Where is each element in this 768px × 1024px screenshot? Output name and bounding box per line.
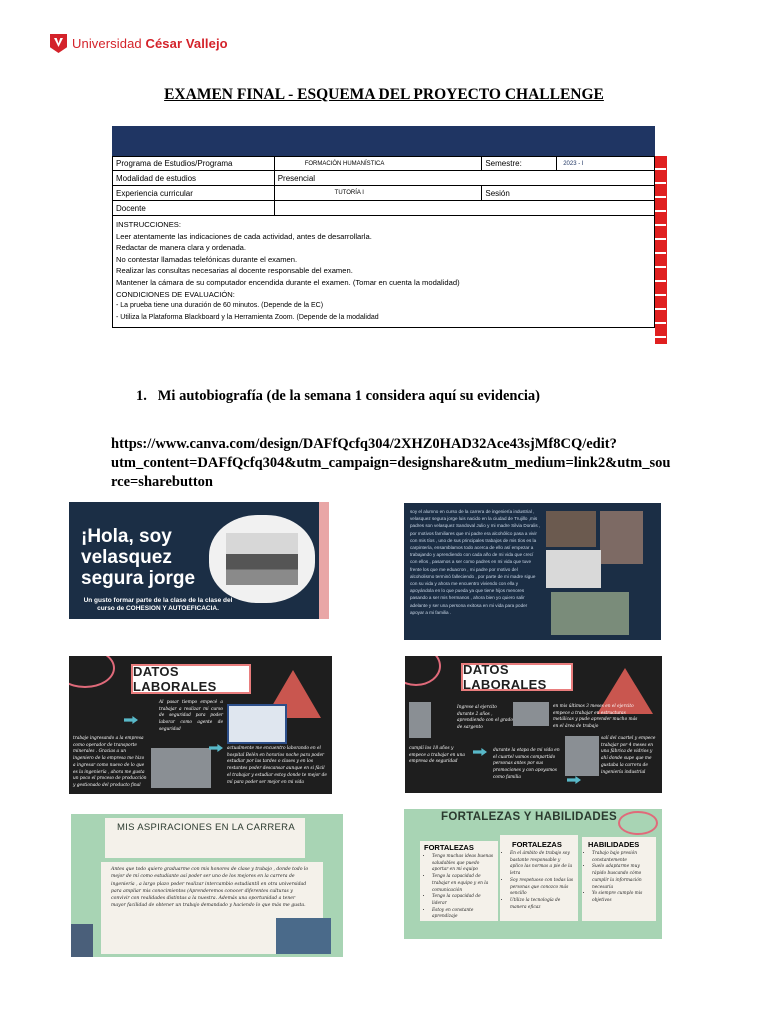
form-red-border	[655, 156, 667, 344]
workplace-photo	[151, 748, 211, 788]
slide-strengths	[404, 809, 662, 939]
army-photo	[409, 702, 431, 738]
work-text: actualmente me encuentro laborando en el hospital Belén en horarios noche para poder estudiar por las tardes o clases y en los restantes poder descansar aunque en si fácil el trabajar y estudiar estoy donde te mejor de mí para poder ser mejor en mi vida	[227, 746, 327, 785]
skill-item: • Yo siempre cumplo mis objetivos	[592, 891, 654, 904]
condition-item: - Utiliza la Plataforma Blackboard y la Herramienta Zoom. (Depende de la modalidad	[116, 313, 379, 321]
form-label: Programa de Estudios/Programa	[113, 157, 275, 170]
slide-greeting: ¡Hola, soy velasquez segura jorge	[81, 526, 196, 589]
instructions-block	[112, 216, 655, 328]
strength-list	[426, 854, 496, 921]
strength-item: • Tengo la capacidad de liderar	[432, 894, 496, 907]
work-text: Al pasar tiempo empecé a trabajar a realizar mi curso de seguridad para poder laborar como agente de seguridad	[159, 700, 223, 732]
form-value: TUTORÍA I	[275, 186, 483, 200]
university-logo	[50, 34, 228, 53]
slide-title: FORTALEZAS Y HABILIDADES	[441, 811, 617, 823]
strength-item: • Tengo la capacidad de trabajar en equipo y en la comunicación	[432, 874, 496, 894]
form-label: Experiencia curricular	[113, 186, 275, 200]
work-photo	[551, 592, 629, 635]
form-label: Docente	[113, 201, 275, 215]
skills-list	[586, 851, 654, 905]
work-text: durante la etapa de mi vida en el cuartel vamos compartido personas antes por sus promociones y con apoyamos como familia	[493, 748, 560, 780]
exam-header-form	[112, 126, 655, 328]
arrow-icon	[209, 744, 223, 752]
aspirations-text: Antes que todo quiero graduarme con mis honores de clase y trabajo , donde todo lo mejor de mí como estudiante así poder ser uno de los mejores en la carrera de ingeniería , a largo plazo poder realizar intercambio estudiantil en otra universidad para ampliar mis conocimientos (Aprenderemos conocer diferentes culturas y convivir con realidades distintas a la nuestra. Además una oportunidad a tener mayor facilidad de obtener un trabajo demandado y haciendo lo que más me gusta.	[111, 867, 309, 909]
university-name: Universidad César Vallejo	[72, 36, 228, 51]
engineers-photo	[276, 918, 331, 954]
form-row-programa	[112, 156, 655, 171]
arrow-icon	[567, 776, 581, 784]
strength-item: • En el ámbito de trabajo soy bastante responsable y aplico las normas a pie de la letra	[510, 851, 574, 878]
factory-photo	[565, 736, 599, 776]
instruction-item: No contestar llamadas telefónicas durante el examen.	[116, 254, 298, 264]
instruction-item: Mantener la cámara de su computador encendida durante el examen. (Tomar en cuenta la modalidad)	[116, 277, 460, 287]
university-crest-icon	[50, 34, 67, 53]
decor-books	[71, 924, 93, 957]
slide-accent	[319, 502, 329, 619]
army-photo	[513, 702, 549, 726]
arrow-icon	[124, 716, 138, 724]
strength-item: • Utilizo la tecnología de manera eficaz	[510, 898, 574, 911]
form-header-bar	[112, 126, 655, 156]
form-value: 2023 - I	[557, 157, 655, 170]
instructions-title: INSTRUCCIONES:	[116, 220, 181, 229]
strength-list	[504, 851, 574, 911]
form-row-experiencia	[112, 186, 655, 201]
instruction-item: Leer atentamente las indicaciones de cada actividad, antes de desarrollarla.	[116, 231, 372, 241]
form-label: Modalidad de estudios	[113, 171, 275, 185]
slide-intro	[69, 502, 329, 619]
certificate-image	[227, 704, 287, 744]
skill-item: • Trabajo bajo presión constantemente	[592, 851, 654, 864]
decor-squiggle	[69, 656, 115, 688]
skill-item: • Suelo adaptarme muy rápido buscando cómo cumplir la información necesaria	[592, 864, 654, 891]
card-title: HABILIDADES	[588, 840, 640, 849]
document-title: EXAMEN FINAL - ESQUEMA DEL PROYECTO CHALLENGE	[164, 86, 604, 103]
form-label: Sesión	[482, 186, 655, 200]
slide-subtitle: Un gusto formar parte de la clase de la clase del curso de COHESION Y AUTOEFICACIA.	[83, 597, 233, 612]
work-text: cumplí los 18 años y empece a trabajar en una empresa de seguridad	[409, 746, 465, 765]
work-text: salí del cuartel y empece trabajar por 4 meses en una fábrica de vidrios y ahí donde supe que me gustaba la carrera de ingeniería industrial	[601, 736, 656, 775]
slide-work-1	[69, 656, 332, 794]
canva-link[interactable]: https://www.canva.com/design/DAFfQcfq304/2XHZ0HAD32Ace43sjMf8CQ/edit?utm_content=DAFfQcfq304&utm_campaign=designshare&utm_medium=link2&utm_source=sharebutton	[111, 436, 671, 490]
slide-title: DATOS LABORALES	[131, 664, 251, 694]
decor-squiggle	[405, 656, 441, 686]
work-text: trabaje ingresando a la empresa como operador de transporte minerales . Gracias a un ingeniero de la empresa me hizo a ingresar como nuevo de lo que es la ingeniería , ahora me gusta un poco el proceso de producción y gestionado del producto final	[73, 736, 147, 788]
strength-item: • Tengo muchas ideas buenas saludables que puedo aportar en mi equipo	[432, 854, 496, 874]
strength-item: • Soy respetuoso con todas las personas que conozco más sencillo	[510, 878, 574, 898]
slide-title: MIS ASPIRACIONES EN LA CARRERA	[117, 822, 295, 833]
work-text: en mis últimos 3 meses en el ejercito empece a trabajar en estructuras metálicas y pude aprender mucho más en el área de trabajo	[553, 704, 638, 730]
slide-work-2	[405, 656, 662, 793]
form-label: Semestre:	[482, 157, 557, 170]
food-photo	[546, 550, 601, 588]
slide-title: DATOS LABORALES	[461, 663, 573, 691]
conditions-title: CONDICIONES DE EVALUACIÓN:	[116, 289, 235, 299]
group-photo	[209, 515, 315, 603]
family-photo	[600, 511, 643, 564]
slide-biography	[404, 503, 661, 640]
condition-item: - La prueba tiene una duración de 60 minutos. (Depende de la EC)	[116, 302, 324, 310]
family-photo	[546, 511, 596, 547]
arrow-icon	[473, 748, 487, 756]
instruction-item: Realizar las consultas necesarias al docente responsable del examen.	[116, 266, 353, 276]
form-value: Presencial	[275, 171, 655, 185]
decor-squiggle	[618, 811, 658, 835]
card-title: FORTALEZAS	[424, 843, 474, 852]
form-row-modalidad	[112, 171, 655, 186]
strength-item: • Estoy en constante aprendizaje	[432, 908, 496, 921]
form-row-docente	[112, 201, 655, 216]
form-value: FORMACIÓN HUMANÍSTICA	[275, 157, 483, 170]
slide-aspirations	[71, 814, 343, 957]
question-1: 1. Mi autobiografía (de la semana 1 considera aquí su evidencia)	[136, 388, 540, 404]
instruction-item: Redactar de manera clara y ordenada.	[116, 243, 247, 253]
work-text: Ingrese al ejercito durante 2 años , aprendiendo con el grado de sargento	[457, 705, 513, 731]
biography-text: soy el alumno en curso de la carrera de ingeniería industrial , velasquez segura jorge luis nacido en la ciudad de Trujillo ,mis padres son velasquez Sandoval Julio y mi madre Silvia Doralis , por motivos familiares que mi padre era alcohólico pasa a vivir con mis tíos , uno de sus principales trabajos de mis tíos es la carpintería, ensamblamos todo acerca de ello así empezar a trabajando y aprendiendo con cada año de mi vida que crecí con ellos , pasamos a ser como padres en mi vida que tuve frente los que me eduacron , mi padre por motivo del alcoholismo terminó falleciendo , por parte de mi madre sigue con su vida y ahora me encuentro viviendo con ella y apoyándola en lo que pueda ya que tiene hijos menores pasando a ser mis hermanos , ahora bien yo quiero salir adelante y ser una persona exitosa en mi vida para poder apoyar a mi familia .	[410, 509, 541, 615]
form-value	[275, 201, 655, 215]
card-title: FORTALEZAS	[512, 840, 562, 849]
